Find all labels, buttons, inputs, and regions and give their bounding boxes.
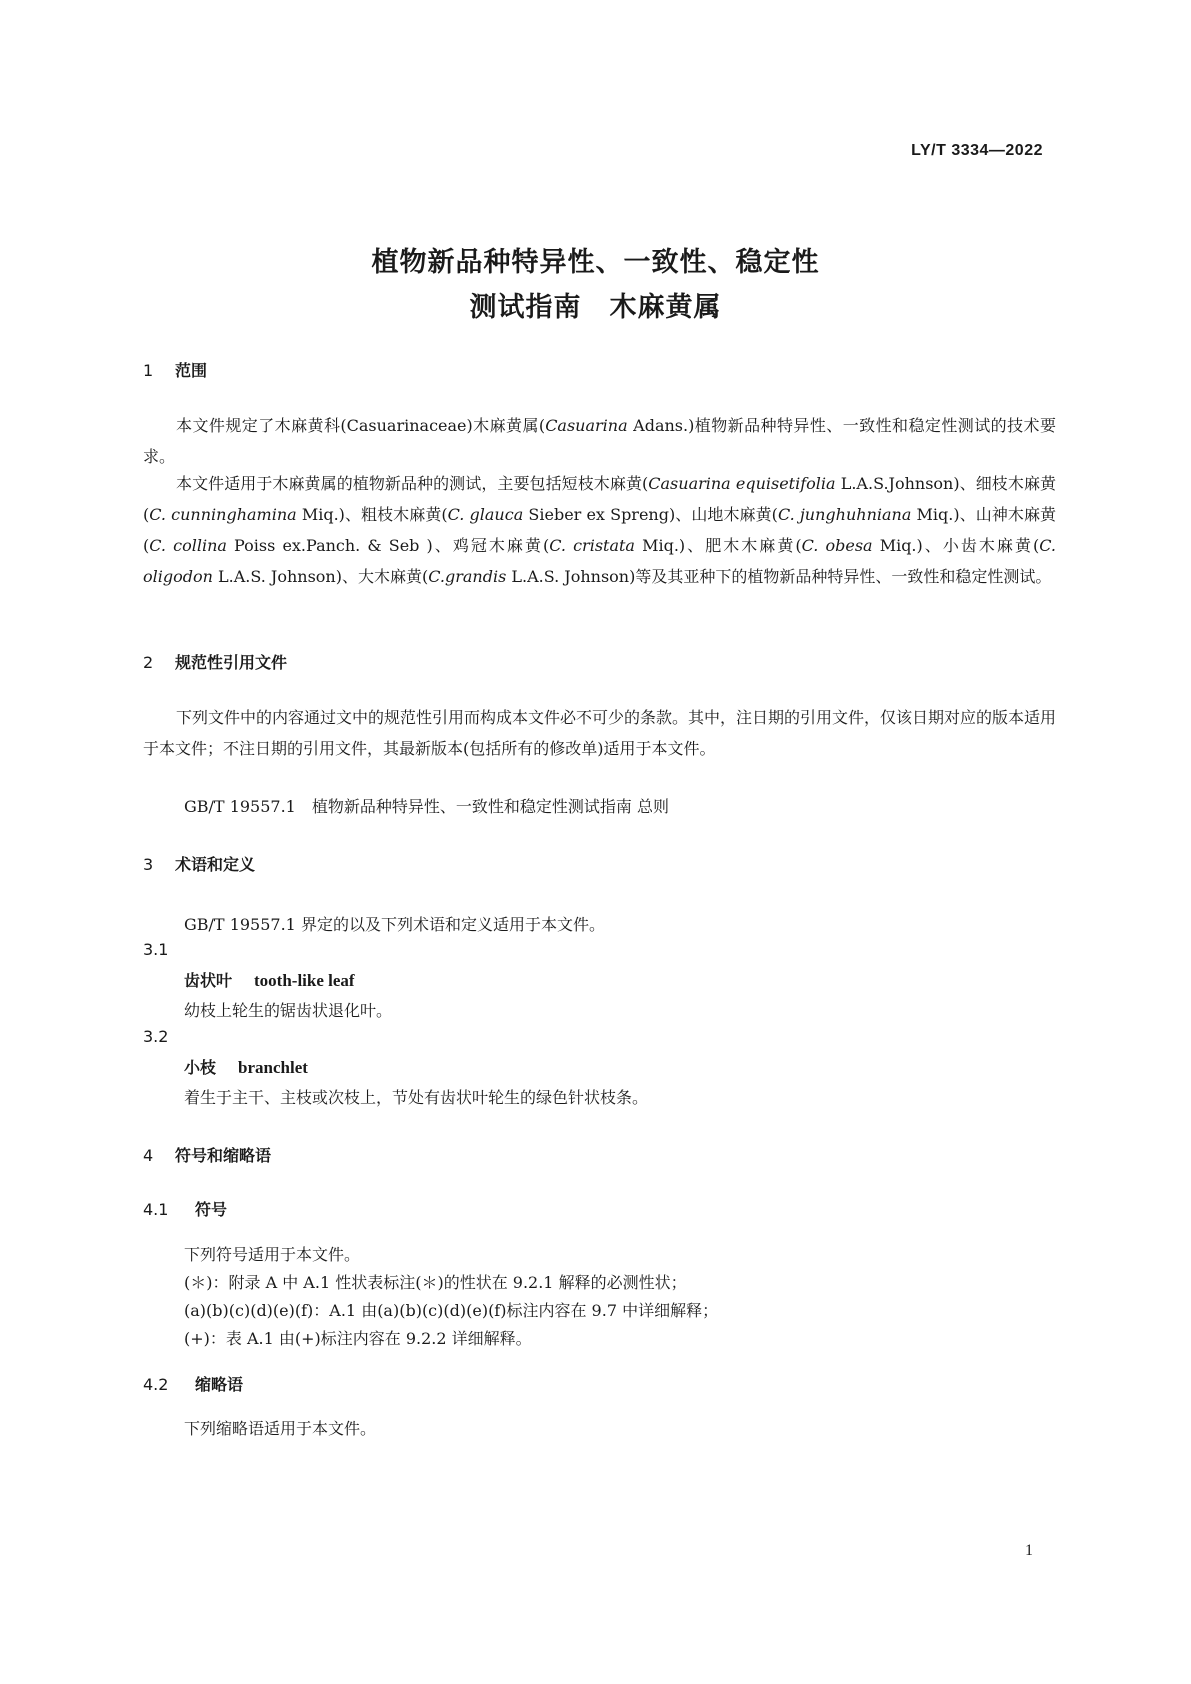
section-heading-scope	[143, 358, 207, 381]
section-heading-normative-references	[143, 650, 287, 673]
section-title: 缩略语	[195, 1375, 244, 1394]
term-number: 3.1	[143, 940, 169, 959]
section-heading-symbols-abbreviations	[143, 1143, 271, 1166]
document-title-line-2: 测试指南 木麻黄属	[469, 292, 722, 323]
section-title: 范围	[175, 361, 208, 380]
normative-reference: GB/T 19557.1 植物新品种特异性、一致性和稳定性测试指南 总则	[184, 797, 669, 816]
symbol-line: (+)：表 A.1 由(+)标注内容在 9.2.2 详细解释。	[184, 1329, 532, 1348]
term-title: 小枝 branchlet	[184, 1058, 308, 1077]
section-number: 3	[143, 855, 154, 874]
subsection-heading-symbols	[143, 1197, 227, 1220]
abbreviations-intro: 下列缩略语适用于本文件。	[184, 1419, 377, 1438]
section-title: 规范性引用文件	[175, 653, 288, 672]
symbol-line: (＊)：附录 A 中 A.1 性状表标注(＊)的性状在 9.2.1 解释的必测性状；	[184, 1273, 687, 1292]
symbols-intro: 下列符号适用于本文件。	[184, 1245, 361, 1264]
scope-paragraph-1: 本文件规定了木麻黄科(Casuarinaceae)木麻黄属(Casuarina Adans.)植物新品种特异性、一致性和稳定性测试的技术要求。	[143, 416, 1056, 466]
standard-code: LY/T 3334—2022	[911, 142, 1043, 159]
section-number: 2	[143, 653, 154, 672]
normative-paragraph: 下列文件中的内容通过文中的规范性引用而构成本文件必不可少的条款。其中，注日期的引用文件，仅该日期对应的版本适用于本文件；不注日期的引用文件，其最新版本(包括所有的修改单)适用于本文件。	[143, 708, 1057, 758]
section-title: 符号	[195, 1200, 228, 1219]
section-heading-terms	[143, 852, 255, 875]
section-title: 术语和定义	[175, 855, 256, 874]
page-number: 1	[1025, 1542, 1033, 1559]
section-number: 1	[143, 361, 154, 380]
subsection-heading-abbreviations	[143, 1372, 243, 1395]
terms-intro: GB/T 19557.1 界定的以及下列术语和定义适用于本文件。	[184, 915, 605, 934]
section-title: 符号和缩略语	[175, 1146, 272, 1165]
section-number: 4.1	[143, 1200, 169, 1219]
term-definition: 幼枝上轮生的锯齿状退化叶。	[184, 1001, 393, 1020]
term-definition: 着生于主干、主枝或次枝上，节处有齿状叶轮生的绿色针状枝条。	[184, 1088, 649, 1107]
scope-paragraph-2: 本文件适用于木麻黄属的植物新品种的测试，主要包括短枝木麻黄(Casuarina equisetifolia L.A.S.Johnson)、细枝木麻黄(C. cunninghamina Miq.)、粗枝木麻黄(C. glauca Sieber ex Spreng)、山地木麻黄(C. junghuhniana Miq.)、山神木麻黄(C. collina Poiss ex.Panch. & Seb )、鸡冠木麻黄(C. cristata Miq.)、肥木木麻黄(C. obesa Miq.)、小齿木麻黄(C. oligodon L.A.S. Johnson)、大木麻黄(C.grandis L.A.S. Johnson)等及其亚种下的植物新品种特异性、一致性和稳定性测试。	[143, 474, 1057, 586]
symbol-line: (a)(b)(c)(d)(e)(f)：A.1 由(a)(b)(c)(d)(e)(f)标注内容在 9.7 中详细解释；	[184, 1301, 719, 1320]
section-number: 4.2	[143, 1375, 169, 1394]
term-number: 3.2	[143, 1027, 169, 1046]
document-title-line-1: 植物新品种特异性、一致性、稳定性	[371, 247, 820, 278]
term-title: 齿状叶 tooth-like leaf	[184, 971, 355, 990]
section-number: 4	[143, 1146, 154, 1165]
